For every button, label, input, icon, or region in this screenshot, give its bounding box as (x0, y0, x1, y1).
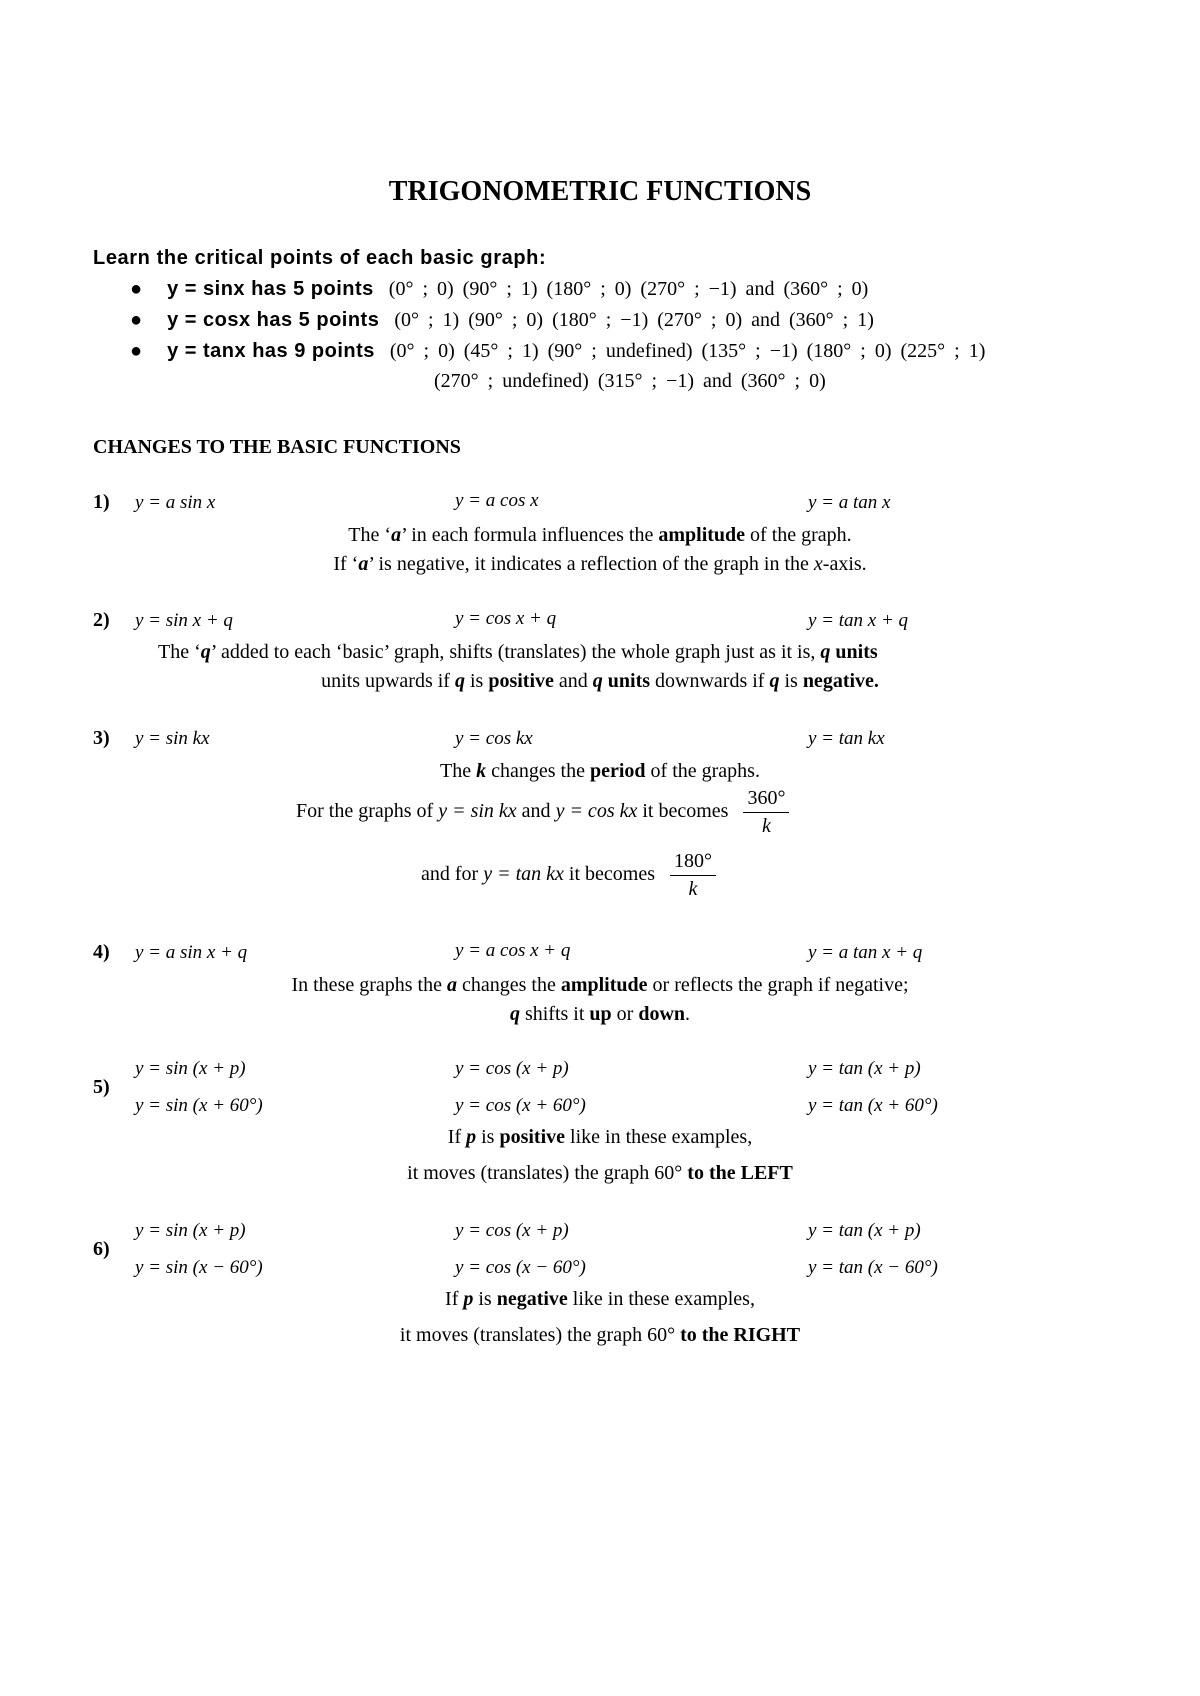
explanation-line: If ‘a’ is negative, it indicates a reflection of the graph in the x-axis. (333, 553, 867, 575)
bullet-icon: ● (130, 278, 143, 300)
formula-cos: y = cos x + q (455, 608, 557, 629)
bullet-label: y = sinx has 5 points (167, 278, 374, 300)
bullet-points: (0° ; 1) (90° ; 0) (180° ; −1) (270° ; 0) and (360° ; 1) (394, 309, 874, 331)
section-heading: CHANGES TO THE BASIC FUNCTIONS (93, 436, 461, 458)
item-number: 3) (93, 727, 110, 749)
bullet-points-continued: (270° ; undefined) (315° ; −1) and (360° ; 0) (434, 370, 826, 392)
explanation-line: units upwards if q is positive and q units downwards if q is negative. (321, 670, 879, 692)
period-formula-tan: and for y = tan kx it becomes $\frac{180^\circ}{k}$ (421, 850, 716, 901)
explanation-line: The ‘a’ in each formula influences the amplitude of the graph. (348, 524, 852, 546)
formula-tan: y = a tan x + q (808, 942, 923, 963)
formula-sin: y = a sin x (135, 492, 216, 513)
formula-tan: y = a tan x (808, 492, 891, 513)
formula-sin-example: y = sin (x + 60°) (135, 1095, 263, 1116)
fraction-180-k: $\frac{180^\circ}{k}$ (670, 850, 716, 901)
formula-tan-general: y = tan (x + p) (808, 1058, 921, 1079)
formula-sin-general: y = sin (x + p) (135, 1220, 246, 1241)
formula-tan: y = tan kx (808, 728, 885, 749)
explanation-line: it moves (translates) the graph 60° to the RIGHT (399, 1324, 801, 1346)
formula-sin-general: y = sin (x + p) (135, 1058, 246, 1079)
formula-sin-example: y = sin (x − 60°) (135, 1257, 263, 1278)
explanation-line: it moves (translates) the graph 60° to the LEFT (407, 1162, 793, 1184)
explanation-line: If p is negative like in these examples, (445, 1288, 755, 1310)
formula-cos: y = a cos x (455, 490, 539, 511)
formula-sin: y = a sin x + q (135, 942, 248, 963)
formula-cos-example: y = cos (x + 60°) (455, 1095, 586, 1116)
formula-tan: y = tan x + q (808, 610, 909, 631)
explanation-line: In these graphs the a changes the amplitude or reflects the graph if negative; (291, 974, 909, 996)
fraction-360-k: $\frac{360^\circ}{k}$ (743, 787, 789, 838)
formula-cos: y = a cos x + q (455, 940, 571, 961)
formula-cos-general: y = cos (x + p) (455, 1220, 569, 1241)
bullet-label: y = cosx has 5 points (167, 309, 380, 331)
bullet-points: (0° ; 0) (45° ; 1) (90° ; undefined) (135° ; −1) (180° ; 0) (225° ; 1) (389, 340, 986, 362)
formula-cos: y = cos kx (455, 728, 533, 749)
explanation-line: The ‘q’ added to each ‘basic’ graph, shifts (translates) the whole graph just as it is, q units (158, 641, 878, 663)
formula-tan-example: y = tan (x + 60°) (808, 1095, 938, 1116)
item-number: 4) (93, 941, 110, 963)
bullet-points: (0° ; 0) (90° ; 1) (180° ; 0) (270° ; −1) and (360° ; 0) (388, 278, 869, 300)
bullet-label: y = tanx has 9 points (167, 340, 375, 362)
item-number: 1) (93, 491, 110, 513)
item-number: 2) (93, 609, 110, 631)
formula-tan-general: y = tan (x + p) (808, 1220, 921, 1241)
item-number: 5) (93, 1076, 110, 1098)
period-formula-sin-cos: For the graphs of y = sin kx and y = cos kx it becomes $\frac{360^\circ}{k}$ (296, 787, 789, 838)
formula-cos-general: y = cos (x + p) (455, 1058, 569, 1079)
intro-heading: Learn the critical points of each basic graph: (93, 247, 547, 269)
formula-tan-example: y = tan (x − 60°) (808, 1257, 938, 1278)
explanation-line: q shifts it up or down. (509, 1003, 691, 1025)
bullet-icon: ● (130, 340, 143, 362)
explanation-line: If p is positive like in these examples, (447, 1126, 753, 1148)
formula-sin: y = sin x + q (135, 610, 233, 631)
item-number: 6) (93, 1238, 110, 1260)
formula-sin: y = sin kx (135, 728, 210, 749)
bullet-cos (130, 309, 874, 332)
formula-cos-example: y = cos (x − 60°) (455, 1257, 586, 1278)
page-title: TRIGONOMETRIC FUNCTIONS (388, 176, 812, 207)
bullet-tan (130, 340, 985, 363)
bullet-icon: ● (130, 309, 143, 331)
explanation-line: The k changes the period of the graphs. (440, 760, 760, 782)
bullet-sin (130, 278, 868, 301)
